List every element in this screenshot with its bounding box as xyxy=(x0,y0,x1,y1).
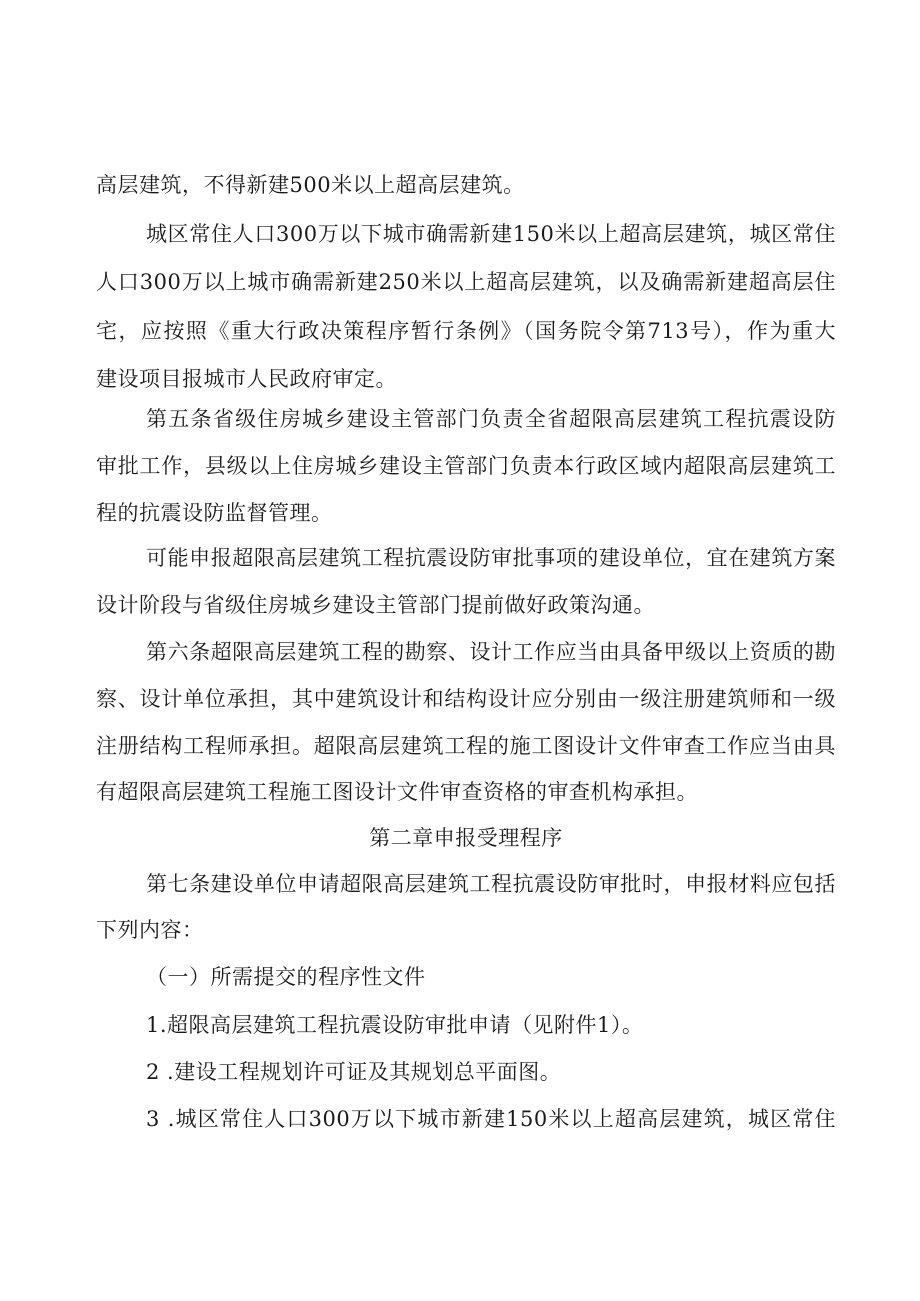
text-line: 审批工作，县级以上住房城乡建设主管部门负责本行政区域内超限高层建筑工 xyxy=(96,454,836,478)
list-item: 3 .城区常住人口300万以下城市新建150米以上超高层建筑，城区常住 xyxy=(146,1107,836,1131)
text-line: 第六条超限高层建筑工程的勘察、设计工作应当由具备甲级以上资质的勘 xyxy=(146,640,836,664)
text-line: 建设项目报城市人民政府审定。 xyxy=(96,367,397,391)
text-line: 程的抗震设防监督管理。 xyxy=(96,501,333,525)
text-line: 察、设计单位承担，其中建筑设计和结构设计应分别由一级注册建筑师和一级 xyxy=(96,687,836,711)
text-line: 可能申报超限高层建筑工程抗震设防审批事项的建设单位，宜在建筑方案 xyxy=(146,546,836,570)
list-item: 1.超限高层建筑工程抗震设防审批申请（见附件1）。 xyxy=(146,1013,644,1037)
list-heading: （一）所需提交的程序性文件 xyxy=(146,965,426,989)
text-line: 注册结构工程师承担。超限高层建筑工程的施工图设计文件审查工作应当由具 xyxy=(96,734,836,758)
text-line: 下列内容： xyxy=(96,918,204,942)
text-line: 设计阶段与省级住房城乡建设主管部门提前做好政策沟通。 xyxy=(96,593,655,617)
text-line: 有超限高层建筑工程施工图设计文件审查资格的审查机构承担。 xyxy=(96,780,698,804)
text-line: 第七条建设单位申请超限高层建筑工程抗震设防审批时，申报材料应包括 xyxy=(146,872,836,896)
text-line: 高层建筑，不得新建500米以上超高层建筑。 xyxy=(96,173,525,197)
list-item: 2 .建设工程规划许可证及其规划总平面图。 xyxy=(146,1060,562,1084)
text-line: 城区常住人口300万以下城市确需新建150米以上超高层建筑，城区常住 xyxy=(146,222,836,246)
chapter-heading: 第二章申报受理程序 xyxy=(369,826,563,850)
text-line: 人口300万以上城市确需新建250米以上超高层建筑，以及确需新建超高层住 xyxy=(96,270,836,294)
text-line: 宅，应按照《重大行政决策程序暂行条例》（国务院令第713号），作为重大 xyxy=(96,319,836,343)
text-line: 第五条省级住房城乡建设主管部门负责全省超限高层建筑工程抗震设防 xyxy=(146,407,836,431)
